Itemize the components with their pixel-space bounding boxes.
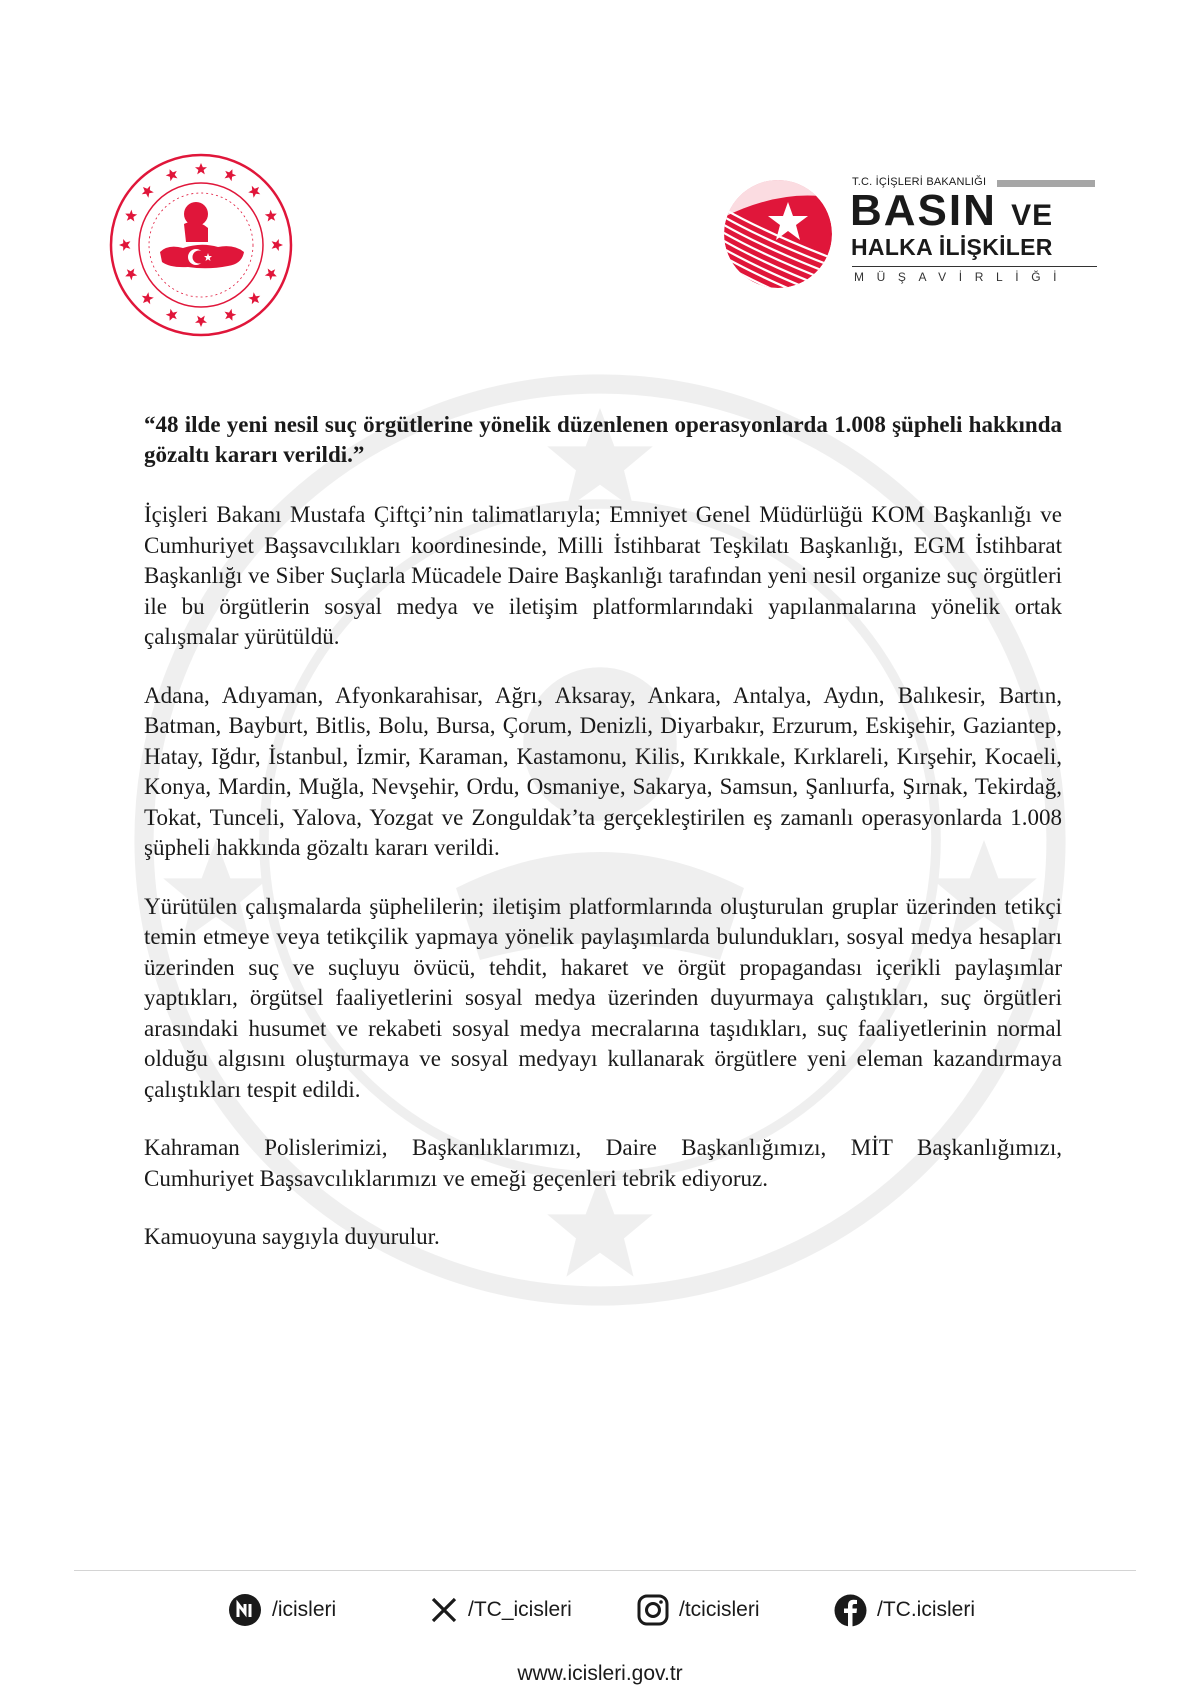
basin-halkla-iliskiler-logo [722, 176, 1100, 294]
logo-line4: MÜŞAVİRLİĞİ [854, 270, 1070, 284]
logo-divider [852, 266, 1097, 267]
nsosyal-icon [228, 1593, 262, 1627]
paragraph-4: Kahraman Polislerimizi, Başkanlıklarımızı, Daire Başkanlığımızı, MİT Başkanlığımızı, Cumhuriyet Başsavcılıklarımızı ve emeği geçenleri tebrik ediyoruz. [144, 1135, 1062, 1191]
logo-basin: BASIN [850, 186, 1012, 235]
logo-line1: T.C. İÇİŞLERİ BAKANLIĞI [852, 176, 987, 188]
press-release-body [144, 410, 1062, 1281]
paragraph-5: Kamuoyuna saygıyla duyurulur. [144, 1224, 440, 1249]
headline: “48 ilde yeni nesil suç örgütlerine yönelik düzenlenen operasyonlarda 1.008 şüpheli hakkında gözaltı kararı verildi.” [144, 412, 1062, 467]
star-crescent-swoosh-icon [722, 178, 834, 290]
social-nsosyal-handle: /icisleri [272, 1598, 337, 1621]
x-icon [430, 1596, 458, 1624]
ministry-seal-icon [108, 152, 294, 338]
social-facebook-handle: /TC.icisleri [877, 1598, 975, 1621]
logo-line2 [850, 186, 1053, 236]
website-link[interactable]: www.icisleri.gov.tr [517, 1662, 683, 1685]
social-instagram-handle: /tcicisleri [679, 1598, 760, 1621]
logo-line3: HALKA İLİŞKİLER [851, 234, 1053, 260]
instagram-icon [637, 1594, 669, 1626]
social-x-handle: /TC_icisleri [468, 1598, 572, 1621]
paragraph-1: İçişleri Bakanı Mustafa Çiftçi’nin talimatlarıyla; Emniyet Genel Müdürlüğü KOM Başkanlığı ve Cumhuriyet Başsavcılıkları koordinesinde, Milli İstihbarat Teşkilatı Başkanlığı, EGM İstihbarat Başkanlığı ve Siber Suçlarla Mücadele Daire Başkanlığı tarafından yeni nesil organize suç örgütleri ile bu örgütlerin sosyal medya ve iletişim platformlarındaki yapılanmalarına yönelik ortak çalışmalar yürütüldü. [144, 502, 1062, 649]
facebook-icon [834, 1594, 867, 1627]
social-x[interactable] [430, 1592, 572, 1628]
footer-divider [74, 1570, 1136, 1571]
logo-ve: VE [1011, 199, 1054, 232]
social-nsosyal[interactable] [228, 1592, 336, 1628]
social-facebook[interactable] [834, 1592, 975, 1628]
paragraph-2: Adana, Adıyaman, Afyonkarahisar, Ağrı, Aksaray, Ankara, Antalya, Aydın, Balıkesir, Bartın, Batman, Bayburt, Bitlis, Bolu, Bursa, Çorum, Denizli, Diyarbakır, Erzurum, Eskişehir, Gaziantep, Hatay, Iğdır, İstanbul, İzmir, Karaman, Kastamonu, Kilis, Kırıkkale, Kırklareli, Kırşehir, Kocaeli, Konya, Mardin, Muğla, Nevşehir, Ordu, Osmaniye, Sakarya, Samsun, Şanlıurfa, Şırnak, Tekirdağ, Tokat, Tunceli, Yalova, Yozgat ve Zonguldak’ta gerçekleştirilen eş zamanlı operasyonlarda 1.008 şüpheli hakkında gözaltı kararı verildi. [144, 682, 1062, 860]
paragraph-3: Yürütülen çalışmalarda şüphelilerin; iletişim platformlarında oluşturulan gruplar üzerinden tetikçi temin etmeye veya tetikçilik yapmaya yönelik paylaşımlarda bulundukları, sosyal medya hesapları üzerinden suç ve suçluyu övücü, tehdit, hakaret ve örgüt propagandası içerikli paylaşımlar yaptıkları, örgütsel faaliyetlerini sosyal medya üzerinden duyurmaya çalıştıkları, suç örgütleri arasındaki husumet ve rekabeti sosyal medya mecralarına taşıdıkları, suç faaliyetlerinin normal olduğu algısını oluşturmaya ve sosyal medyayı kullanarak örgütlere yeni eleman kazandırmaya çalıştıkları tespit edildi. [144, 893, 1062, 1102]
social-instagram[interactable] [637, 1592, 760, 1628]
